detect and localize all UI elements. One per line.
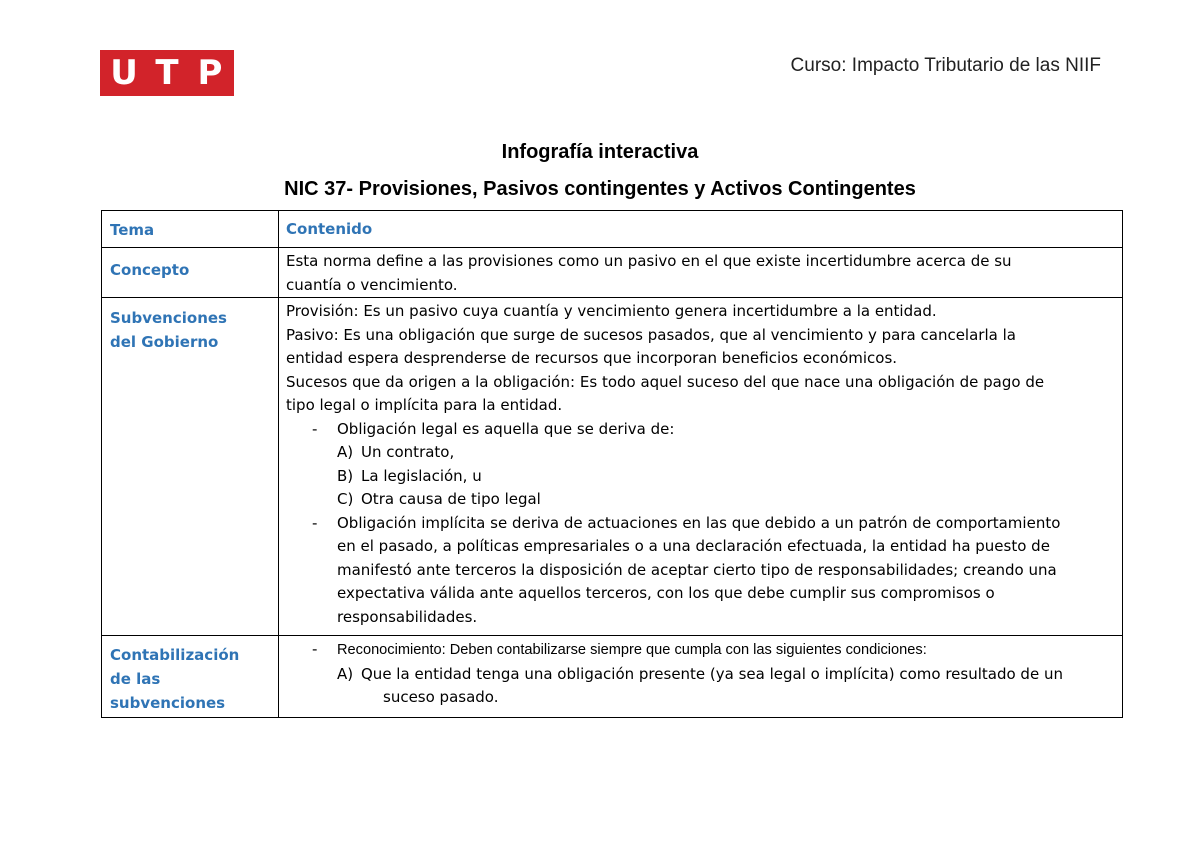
header-contenido: Contenido (279, 211, 1123, 248)
row-contenido (279, 248, 1123, 298)
sub-item-text: suceso pasado. (383, 688, 499, 706)
text-line: tipo legal o implícita para la entidad. (286, 396, 563, 414)
table-row (102, 298, 1123, 636)
tema-line: Subvenciones (110, 309, 227, 327)
logo-letter: T (155, 53, 179, 93)
text-line: Pasivo: Es una obligación que surge de sucesos pasados, que al vencimiento y para cancelarla la (286, 325, 1016, 344)
tema-line: Contabilización (110, 646, 240, 664)
header-tema: Tema (102, 211, 279, 248)
text-line: cuantía o vencimiento. (286, 275, 458, 294)
bullet-text: expectativa válida ante aquellos terceros, con los que debe cumplir sus compromisos o (337, 584, 995, 602)
row-contenido (279, 636, 1123, 718)
dash-bullet: - (312, 513, 318, 532)
row-contenido (279, 298, 1123, 636)
bullet-text: en el pasado, a políticas empresariales o a una declaración efectuada, la entidad ha puesto de (337, 537, 1050, 555)
tema-line: del Gobierno (110, 333, 219, 351)
row-tema (102, 636, 279, 718)
bullet-item (286, 418, 1114, 442)
sub-item (286, 441, 1114, 465)
text-line: entidad espera desprenderse de recursos que incorporan beneficios económicos. (286, 349, 898, 367)
sub-item-letter: C) (337, 490, 354, 508)
content-table (101, 210, 1123, 718)
bullet-text: Obligación implícita se deriva de actuaciones en las que debido a un patrón de comportamiento (337, 513, 1061, 532)
sub-item-text: Un contrato, (361, 443, 455, 461)
text-line: Provisión: Es un pasivo cuya cuantía y vencimiento genera incertidumbre a la entidad. (286, 302, 937, 320)
row-tema: Concepto (102, 248, 279, 298)
bullet-text: responsabilidades. (337, 607, 478, 626)
sub-item-letter: B) (337, 466, 354, 485)
row-tema (102, 298, 279, 636)
course-name: Curso: Impacto Tributario de las NIIF (790, 55, 1101, 76)
bullet-text: manifestó ante terceros la disposición de aceptar cierto tipo de responsabilidades; creando una (337, 560, 1057, 579)
table-header-row (102, 211, 1123, 248)
text-line: Sucesos que da origen a la obligación: Es todo aquel suceso del que nace una obligación de pago de (286, 372, 1045, 391)
page-title: Infografía interactiva (501, 141, 699, 163)
tema-line: de las (110, 670, 161, 688)
bullet-item (286, 638, 1114, 663)
dash-bullet: - (312, 640, 318, 658)
utp-logo (100, 50, 234, 96)
table-row (102, 248, 1123, 298)
dash-bullet: - (312, 419, 318, 438)
bullet-text: Obligación legal es aquella que se deriva de: (337, 419, 675, 438)
sub-item (286, 663, 1114, 710)
logo-letter: P (197, 53, 223, 93)
table-row (102, 636, 1123, 718)
sub-item-text: La legislación, u (361, 466, 482, 485)
sub-item (286, 465, 1114, 489)
sub-item-letter: A) (337, 443, 354, 461)
page-subtitle: NIC 37- Provisiones, Pasivos contingentes y Activos Contingentes (284, 178, 916, 200)
bullet-item (286, 512, 1114, 630)
sub-item (286, 488, 1114, 512)
logo-letter: U (110, 53, 138, 93)
sub-item-text: Otra causa de tipo legal (361, 490, 541, 508)
sub-item-text: Que la entidad tenga una obligación presente (ya sea legal o implícita) como resultado de un (361, 664, 1063, 683)
text-line: Esta norma define a las provisiones como un pasivo en el que existe incertidumbre acerca de su (286, 252, 1012, 270)
bullet-text: Reconocimiento: Deben contabilizarse siempre que cumpla con las siguientes condiciones: (337, 642, 927, 658)
sub-item-letter: A) (337, 664, 354, 683)
tema-line: subvenciones (110, 694, 226, 712)
